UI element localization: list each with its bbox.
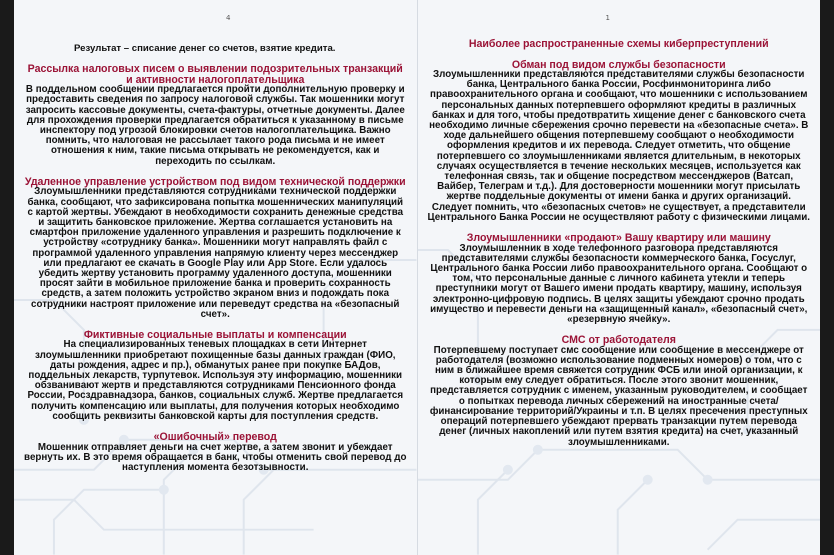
section-body: Потерпевшему поступает смс сообщение или сообщение в мессенджере от работодателя (возможно использование подменных номеров) о том, что с ним в ближайшее время свяжется сотрудник ФСБ или иной организации, к которым ему следует обратиться. После этого звонит мошенник, представляется сотрудник с именем, указанным руководителем, и сообщает о попытках перевода личных сбережений на иностранные счета/финансирование территорий/Украины и т.п. В целях пресечения преступных операций потерпевшего убеждают прервать транзакции путем перевода денег (личных накоплений или путем взятия кредита) на счет, указанный злоумышленниками. xyxy=(429,344,808,448)
section-title: Рассылка налоговых писем о выявлении подозрительных транзакций и активности налогоплательщика xyxy=(27,63,403,86)
section-title: Фиктивные социальные выплаты и компенсации xyxy=(83,328,347,341)
page-number: 4 xyxy=(226,14,231,22)
section-title: Злоумышленники «продают» Вашу квартиру или машину xyxy=(466,232,771,245)
section-title: Обман под видом службы безопасности xyxy=(511,58,726,71)
section-body: Злоумышленники представляются сотрудниками технической поддержки банка, сообщают, что зафиксирована попытка мошеннических манипуляций с картой жертвы. Убеждают в необходимости сохранить денежные средства и защитить банковское приложение. Жертва соглашается установить на смартфон приложение удаленного управления и разрешить подключение к устройству «сотруднику банка». Мошенники могут направлять файл с программой удаленного управления напрямую клиенту через мессенджер или предлагают ее скачать в Google Play или App Store. Если удалось убедить жертву установить программу удаленного доступа, мошенники просят зайти в мобильное приложение банка и проверить сохранность средств, а затем положить устройство экраном вниз и подождать пока сотрудники настроят приложение или переведут средства на «безопасный счет». xyxy=(27,186,404,320)
right-page xyxy=(418,0,821,555)
section-body: Мошенник отправляет деньги на счет жертве, а затем звонит и убеждает вернуть их. В это время обращается в банк, чтобы отменить свой перевод до наступления момента безотзывности. xyxy=(24,441,407,473)
section-body: Злоумышленник в ходе телефонного разговора представляются представителями службы безопасности коммерческого банка, Госуслуг, Центрального банка России либо правоохранительного органа. Сообщают о том, что персональные данные с личного кабинета утекли и теперь преступники могут от Вашего имени продать квартиру, машину, используя электронно-цифровую подпись. В целях защиты убеждают срочно продать имущество и перевести деньги на «защищенный канал», «безопасный счет», «резервную ячейку». xyxy=(430,242,808,325)
section-title: СМС от работодателя xyxy=(561,334,676,347)
section-body: В поддельном сообщении предлагается пройти дополнительную проверку и предоставить сведения по запросу налоговой службы. Так мошенники могут запросить кассовые документы, счета-фактуры, отчетные документы. Далее для прохождения проверки предлагается обратиться к указанному в письме инспектору под угрозой блокировки счетов налогоплательщика. Важно помнить, что налоговая не рассылает такого рода письма и не имеет отношения к ним, такие письма открывать не рекомендуется, как и переходить по ссылкам. xyxy=(25,84,405,167)
section-body: На специализированных теневых площадках в сети Интернет злоумышленники приобретают похищенные базы данных граждан (ФИО, даты рождения, адрес и пр.), обманутых ранее при покупке БАДов, поддельных лекарств, турпутевок. Используя эту информацию, мошенники обзванивают жертв и представляются сотрудниками Пенсионного фонда России, Росздравнадзора, банков, социальных служб. Жертве предлагается получить компенсацию или выплаты, для получения которых необходимо сообщить реквизиты банковской карты для поступления средств. xyxy=(27,339,404,422)
section-title: Удаленное управление устройством под видом технической поддержки xyxy=(24,175,406,188)
left-page xyxy=(14,0,418,555)
result-line: Результат – списание денег со счетов, взятие кредита. xyxy=(74,43,336,54)
section-title: «Ошибочный» перевод xyxy=(153,431,277,444)
page-number: 1 xyxy=(605,14,610,22)
document-spread xyxy=(14,0,820,555)
section-body: Злоумышленники представляются представителями службы безопасности банка, Центрального банка России, Росфинмониторинга либо правоохранительного органа и сообщают, что мошенники с использованием персональных данных потерпевшего оформляют кредиты в различных банках и для того, чтобы предотвратить хищение денег с банковского счета необходимо личные сбережения срочно перевести на «безопасные счета». В ходе дальнейшего общения потерпевшему сообщают о необходимости оформления кредитов и их перевода. Следует отметить, что общение потерпевшего со злоумышленниками является длительным, в некоторых случаях осуществляется в течение нескольких месяцев, используется как телефонная связь, так и общение посредством мессенджеров (Ватсап, Вайбер, Телеграм и т.д.). Для достоверности мошенники могут присылать жертве поддельные документы от имени банка и других организаций. Следует помнить, что «безопасных счетов» не существует, а представители Центрального Банка России не осуществляют работу с физическими лицами. xyxy=(427,69,810,223)
main-title: Наиболее распространенные схемы киберпреступлений xyxy=(468,38,769,50)
